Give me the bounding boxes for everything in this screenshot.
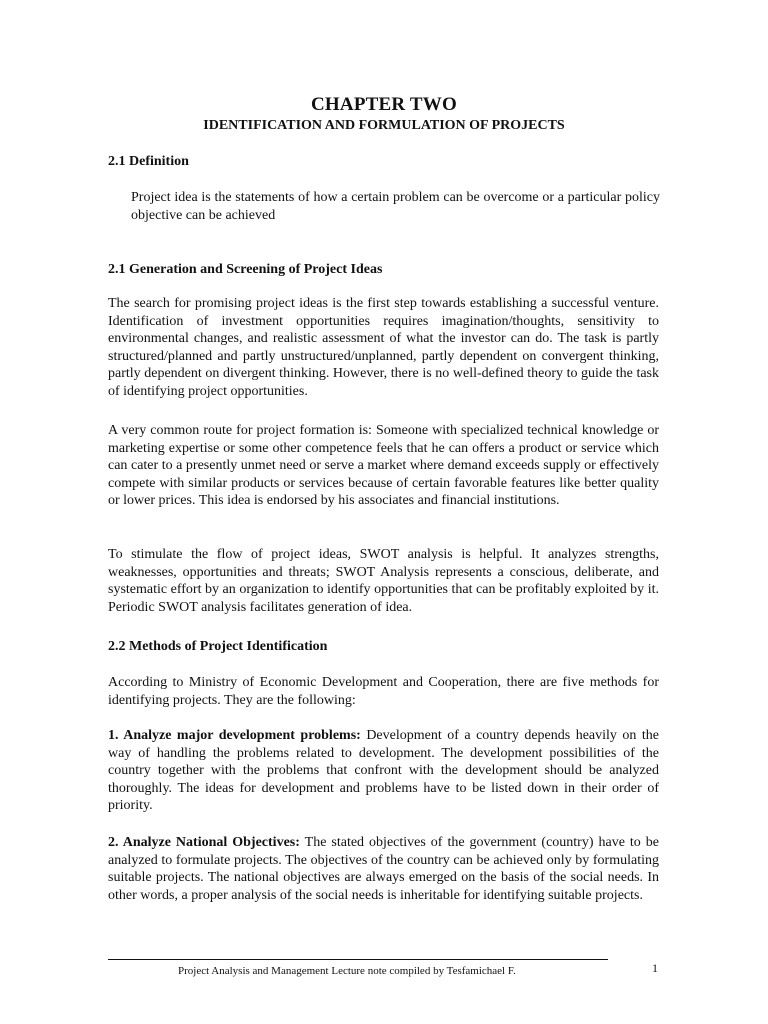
method-item-1: [108, 727, 659, 815]
method-item-2-text: The stated objectives of the government (country) have to be analyzed to formulate projects. The objectives of the country can be achieved only by formulating suitable projects. The national objectives are always emerged on the basis of the social needs. In other words, a proper analysis of the social needs is inheritable for identifying suitable projects.: [108, 835, 660, 903]
footer-caption: Project Analysis and Management Lecture note compiled by Tesfamichael F.: [178, 965, 516, 977]
generation-paragraph-1: The search for promising project ideas is the first step towards establishing a successful venture. Identification of investment opportunities requires imagination/thoughts, sensitivity to environmental changes, and realistic assessment of what the investor can do. The task is partly structured/planned and partly unstructured/unplanned, partly dependent on convergent thinking, partly dependent on divergent thinking. However, there is no well-defined theory to guide the task of identifying project opportunities.: [108, 296, 659, 399]
method-item-1-lead: 1. Analyze major development problems:: [108, 728, 361, 743]
generation-paragraph-3: To stimulate the flow of project ideas, SWOT analysis is helpful. It analyzes strengths, weaknesses, opportunities and threats; SWOT Analysis represents a conscious, deliberate, and systematic effort by an organization to identify opportunities that can be profitably exploited by it. Periodic SWOT analysis facilitates generation of idea.: [108, 547, 659, 615]
section-heading-definition: 2.1 Definition: [108, 154, 189, 169]
generation-paragraph-2: A very common route for project formation is: Someone with specialized technical knowledge or marketing expertise or some other competence feels that he can offers a product or service which can cater to a presently unmet need or serve a market where demand exceeds supply or effectively compete with similar products or services because of certain favorable features like better quality or lower prices. This idea is endorsed by his associates and financial institutions.: [108, 423, 659, 509]
methods-intro-paragraph: According to Ministry of Economic Development and Cooperation, there are five methods for identifying projects. They are the following:: [108, 675, 659, 708]
footer-divider: [108, 959, 608, 960]
method-item-2: [108, 834, 659, 904]
page-number: 1: [652, 961, 658, 975]
definition-paragraph: Project idea is the statements of how a certain problem can be overcome or a particular policy objective can be achieved: [131, 190, 660, 223]
section-heading-generation: 2.1 Generation and Screening of Project Ideas: [108, 262, 383, 277]
chapter-subtitle: IDENTIFICATION AND FORMULATION OF PROJECTS: [203, 118, 565, 133]
method-item-2-lead: 2. Analyze National Objectives:: [108, 835, 300, 850]
chapter-title: CHAPTER TWO: [311, 94, 457, 115]
method-item-1-text: Development of a country depends heavily on the way of handling the problems related to development. The development possibilities of the country together with the problems that confront with the development should be analyzed thoroughly. The ideas for development and problems have to be listed down in their order of priority.: [108, 728, 660, 814]
section-heading-methods: 2.2 Methods of Project Identification: [108, 639, 328, 654]
